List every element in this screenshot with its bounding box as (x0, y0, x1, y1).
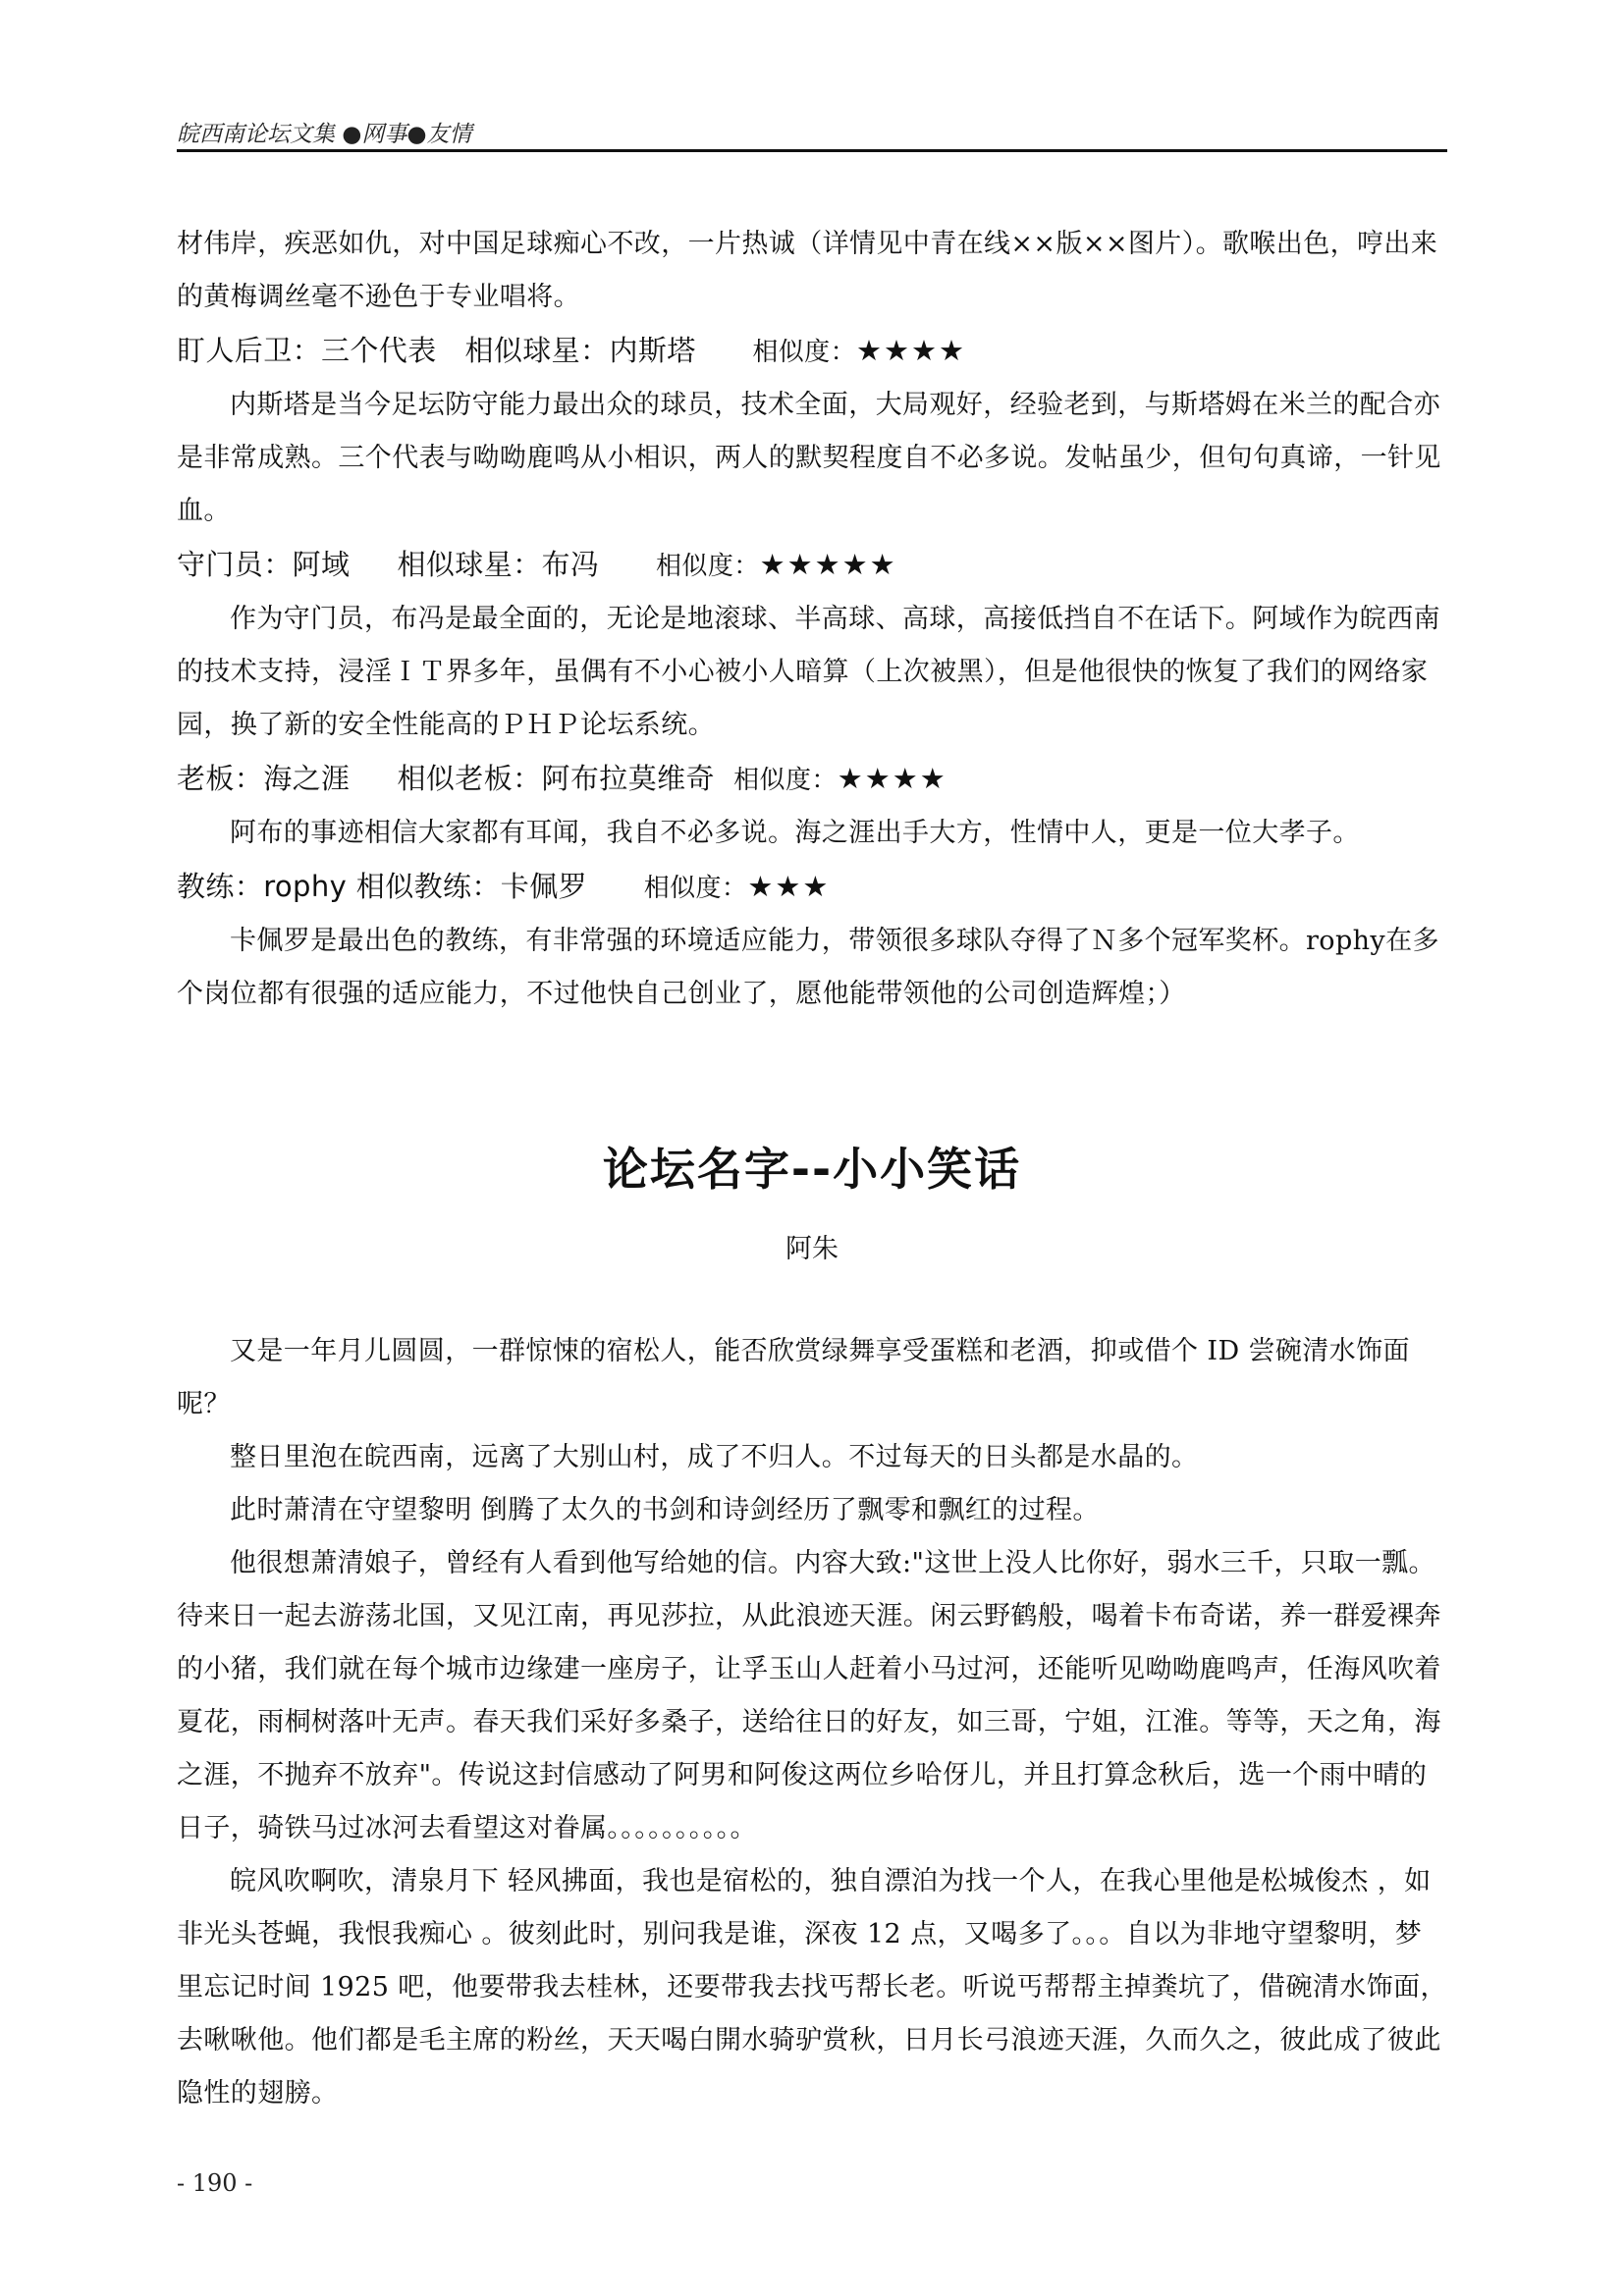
page-number: - 190 - (177, 2169, 253, 2197)
article-author: 阿朱 (785, 1234, 839, 1264)
article-paragraph: 此时萧清在守望黎明 倒腾了太久的书剑和诗剑经历了飘零和飘红的过程。 (230, 1495, 1100, 1525)
entry-heading-text: 守门员：阿域 相似球星：布冯 (177, 548, 600, 581)
section-player-comparisons (177, 218, 1447, 1021)
article-body (177, 1325, 1447, 2120)
article-paragraph: 他很想萧清娘子，曾经有人看到他写给她的信。内容大致:"这世上没人比你好，弱水三千，只取一瓢。待来日一起去游荡北国，又见江南，再见莎拉，从此浪迹天涯。闲云野鹤般，喝着卡布奇诺，养一群爱裸奔的小猪，我们就在每个城市边缘建一座房子，让孚玉山人赶着小马过河，还能听见呦呦鹿鸣声，任海风吹着夏花，雨桐树落叶无声。春天我们采好多桑子，送给往日的好友，如三哥，宁姐，江淮。等等，天之角，海之涯，不抛弃不放弃"。传说这封信感动了阿男和阿俊这两位乡哈伢儿，并且打算念秋后，选一个雨中晴的日子，骑铁马过冰河去看望这对眷属。。。。。。。。。。 (177, 1548, 1441, 1843)
entry-heading-boss (177, 752, 1447, 807)
similarity-label: 相似度： (752, 338, 856, 367)
similarity-stars: ★★★★ (855, 334, 966, 367)
intro-paragraph: 材伟岸，疾恶如仇，对中国足球痴心不改，一片热诚（详情见中青在线××版××图片）。歌喉出色，哼出来的黄梅调丝毫不逊色于专业唱将。 (177, 229, 1438, 312)
similarity-label: 相似度： (656, 552, 760, 581)
entry-text-defender: 内斯塔是当今足坛防守能力最出众的球员，技术全面，大局观好，经验老到，与斯塔姆在米兰的配合亦是非常成熟。三个代表与呦呦鹿鸣从小相识，两人的默契程度自不必多说。发帖虽少，但句句真谛，一针见血。 (177, 390, 1441, 526)
similarity-stars: ★★★★ (837, 762, 947, 795)
article-paragraph: 整日里泡在皖西南，远离了大别山村，成了不归人。不过每天的日头都是水晶的。 (230, 1442, 1199, 1472)
article-paragraph: 皖风吹啊吹，清泉月下 轻风拂面，我也是宿松的，独自漂泊为找一个人，在我心里他是松城俊杰 ，如非光头苍蝇，我恨我痴心 。彼刻此时，别问我是谁，深夜 12 点，又喝多了。。。自以为非地守望黎明，梦里忘记时间 1925 吧，他要带我去桂林，还要带我去找丐帮长老。听说丐帮帮主掉粪坑了，借碗清水饰面，去啾啾他。他们都是毛主席的粉丝，天天喝白開水骑驴赏秋，日月长弓浪迹天涯，久而久之，彼此成了彼此隐性的翅膀。 (177, 1866, 1447, 2109)
similarity-label: 相似度： (733, 766, 838, 795)
entry-heading-coach (177, 860, 1447, 915)
header-rule (177, 149, 1447, 152)
entry-text-boss: 阿布的事迹相信大家都有耳闻，我自不必多说。海之涯出手大方，性情中人，更是一位大孝子。 (230, 818, 1360, 848)
similarity-stars: ★★★ (747, 870, 831, 903)
entry-heading-text: 教练：rophy 相似教练：卡佩罗 (177, 870, 587, 903)
running-header: 皖西南论坛文集 ●网事●友情 (177, 122, 472, 147)
article-paragraph: 又是一年月儿圆圆，一群惊悚的宿松人，能否欣赏绿舞享受蛋糕和老酒，抑或借个 ID 尝碗清水饰面呢？ (177, 1336, 1410, 1419)
entry-heading-defender (177, 324, 1447, 379)
similarity-label: 相似度： (643, 874, 748, 903)
entry-text-coach: 卡佩罗是最出色的教练，有非常强的环境适应能力，带领很多球队夺得了Ｎ多个冠军奖杯。rophy在多个岗位都有很强的适应能力，不过他快自己创业了，愿他能带领他的公司创造辉煌；） (177, 926, 1439, 1009)
article-title: 论坛名字--小小笑话 (602, 1143, 1022, 1196)
similarity-stars: ★★★★★ (759, 548, 897, 581)
entry-heading-text: 盯人后卫：三个代表 相似球星：内斯塔 (177, 334, 696, 367)
entry-heading-goalkeeper (177, 538, 1447, 593)
entry-heading-text: 老板：海之涯 相似老板：阿布拉莫维奇 (177, 762, 715, 795)
entry-text-goalkeeper: 作为守门员，布冯是最全面的，无论是地滚球、半高球、高球，高接低挡自不在话下。阿域作为皖西南的技术支持，浸淫ＩＴ界多年，虽偶有不小心被小人暗算（上次被黑），但是他很快的恢复了我们的网络家园，换了新的安全性能高的ＰＨＰ论坛系统。 (177, 604, 1440, 740)
